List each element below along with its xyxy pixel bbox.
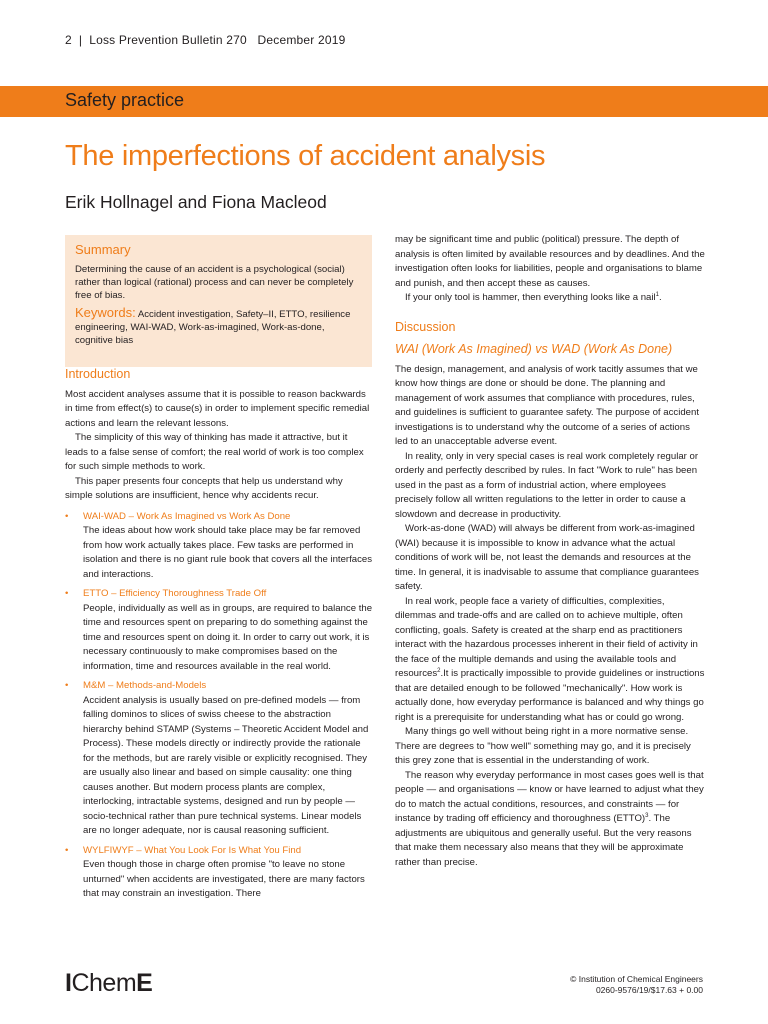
wai-wad-subheading: WAI (Work As Imagined) vs WAD (Work As Done) [395,342,673,356]
keywords-paragraph [75,306,362,347]
page-number: 2 [65,33,72,47]
logo-main: Chem [71,969,137,997]
discussion-paragraph-3: Work-as-done (WAD) will always be different from work-as-imagined (WAI) because it is impossible to know in advance what the actual conditions of work will be, not least the demands and resources at the time. In general, it is inadvisable to assume that compliance guarantees safety. [395,523,699,592]
keywords-heading: Keywords: [75,305,136,320]
hammer-paragraph [395,291,705,306]
d4-text-a: In real work, people face a variety of difficulties, complexities, dilemmas and trade-offs and are called on to achieve multiple, often conflicting, goals. Safety is created at the sharp end as practitioners interact with the hazardous processes inherent in their field of activity in the face of the multiple demands and using the available tools and resources [395,595,698,679]
summary-heading: Summary [75,242,131,257]
bulletin-name: Loss Prevention Bulletin 270 [89,33,247,47]
bullet-text: The ideas about how work should take place may be far removed from how work actually takes place. Few tasks are performed in isolation and there is no giant rule book that covers all the interfaces and interactions. [83,525,373,580]
footnote-ref-1: 1 [655,291,659,298]
intro-paragraph-2: The simplicity of this way of thinking has made it attractive, but it leads to a false sense of comfort; the real world of work is too complex for such simple methods to work. [65,432,364,472]
bullet-item-wylfiwyf [65,844,373,902]
d6-text-a: The reason why everyday performance in most cases goes well is that people — and organisations — know or have learned to adjust what they do to match the actual conditions, resources, and constraints — for instance by trading off efficiency and thoroughness (ETTO) [395,769,704,824]
bullet-marker: • [65,680,69,691]
continuation-paragraph: may be significant time and public (political) pressure. The depth of analysis is often limited by available resources and by deadlines. And the investigation often looks for liabilities, people and organisations to blame and punish, and then accept these as causes. [395,234,705,289]
hammer-end: . [658,292,662,303]
bullet-heading: M&M – Methods-and-Models [83,680,207,691]
icheme-logo [65,969,152,998]
intro-paragraph-3: This paper presents four concepts that help us understand why simple solutions are insufficient, hence why accidents recur. [65,475,343,501]
bullet-item-wai-wad [65,510,373,583]
d4-text-b: .It is practically impossible to provide guidelines or instructions that are detailed enough to be followed "mechanically". How work is actually done, how everyday performance is balanced and why things go right is a prerequisite for understanding what has or could go wrong. [395,668,705,723]
footnote-ref-2: 2 [437,667,441,674]
bullet-marker: • [65,588,69,599]
section-label: Safety practice [65,90,185,110]
right-column [395,233,705,870]
running-header [65,33,346,47]
bullet-item-m-and-m [65,679,373,839]
left-column [65,367,373,902]
section-banner [0,86,768,117]
summary-text: Determining the cause of an accident is a psychological (social) rather than logical (rational) process and can never be completely free of bias. [75,264,354,301]
intro-paragraph-1: Most accident analyses assume that it is possible to reason backwards in time from effect(s) to cause(s) in order to implement specific remedial actions and learn the relevant lessons. [65,388,370,429]
bullet-heading: WAI-WAD – Work As Imagined vs Work As Done [83,510,291,522]
bullet-text: Even though those in charge often promise "to leave no stone unturned" when accidents are investigated, there are many factors that may constrain an investigation. There [83,859,365,899]
bullet-marker: • [65,844,69,856]
discussion-paragraph-6 [395,769,705,871]
bullet-item-etto [65,587,373,674]
bullet-heading: WYLFIWYF – What You Look For Is What You Find [83,844,302,856]
discussion-paragraph-1: The design, management, and analysis of work tacitly assumes that we know how things are done or should be done. The planning and management of work assumes that compliance with procedures, rules, and guidelines is sufficient to guarantee safety. The purpose of accident investigations is to understand why the outcome of a series of actions led to an unacceptable adverse event. [395,363,700,447]
discussion-paragraph-2: In reality, only in very special cases is real work completely regular or orderly and perfectly described by rules. In fact "Work to rule" has been used in the past as a form of industrial action, where employees precisely follow all written regulations to the letter in order to cause a slowdown and decrease in productivity. [395,450,699,520]
introduction-heading: Introduction [65,367,131,381]
summary-box [65,235,372,367]
page-footer [570,974,703,996]
logo-prefix: I [65,969,72,997]
header-separator: | [78,33,83,47]
bullet-text: Accident analysis is usually based on pre-defined models — from falling dominos to slices of swiss cheese to the abstraction hierarchy behind STAMP (Systems – Theoretic Accident Model and Process). These models directly or indirectly provide the rationale for the methods, but are rarely visible or explicitly recognised. They are usually also linear and based on simple causality: one thing causes another. But modern process plants are complex, interlocking, intractable systems, designed and run by people — socio-technical rather than pure technical systems. Linear models are no longer adequate, nor is causal reasoning sufficient. [83,694,369,836]
discussion-heading: Discussion [395,319,456,334]
article-title: The imperfections of accident analysis [65,140,546,172]
issue-date: December 2019 [257,33,346,47]
bullet-text: People, individually as well as in groups, are required to balance the time and resources spent on preparing to do something against the time and resources spent on doing it. In order to carry out work, it is necessary continuously to make compromises based on the information, time and resources available in the real world. [83,602,373,672]
logo-suffix: E [136,969,153,997]
bullet-marker: • [65,510,69,522]
keywords-text: Accident investigation, Safety–II, ETTO, resilience engineering, WAI-WAD, Work-as-imagined, Work-as-done, cognitive bias [75,309,351,346]
bullet-heading: ETTO – Efficiency Thoroughness Trade Off [83,588,267,599]
hammer-text: If your only tool is hammer, then everything looks like a nail [405,292,656,303]
discussion-paragraph-4 [395,595,705,726]
article-authors: Erik Hollnagel and Fiona Macleod [65,192,327,212]
copyright-text: © Institution of Chemical Engineers [570,974,703,984]
d6-text-b: . The adjustments are ubiquitous and generally useful. But the very reasons that make them necessary also means that they will be approximate rather than precise. [395,813,692,868]
footnote-ref-3: 3 [645,812,649,819]
publication-code: 0260-9576/19/$17.63 + 0.00 [595,985,703,995]
discussion-paragraph-5: Many things go well without being right in a more normative sense. There are degrees to "how well" something may go, and it is precisely this grey zone that is essential in the understanding of work. [395,726,691,766]
